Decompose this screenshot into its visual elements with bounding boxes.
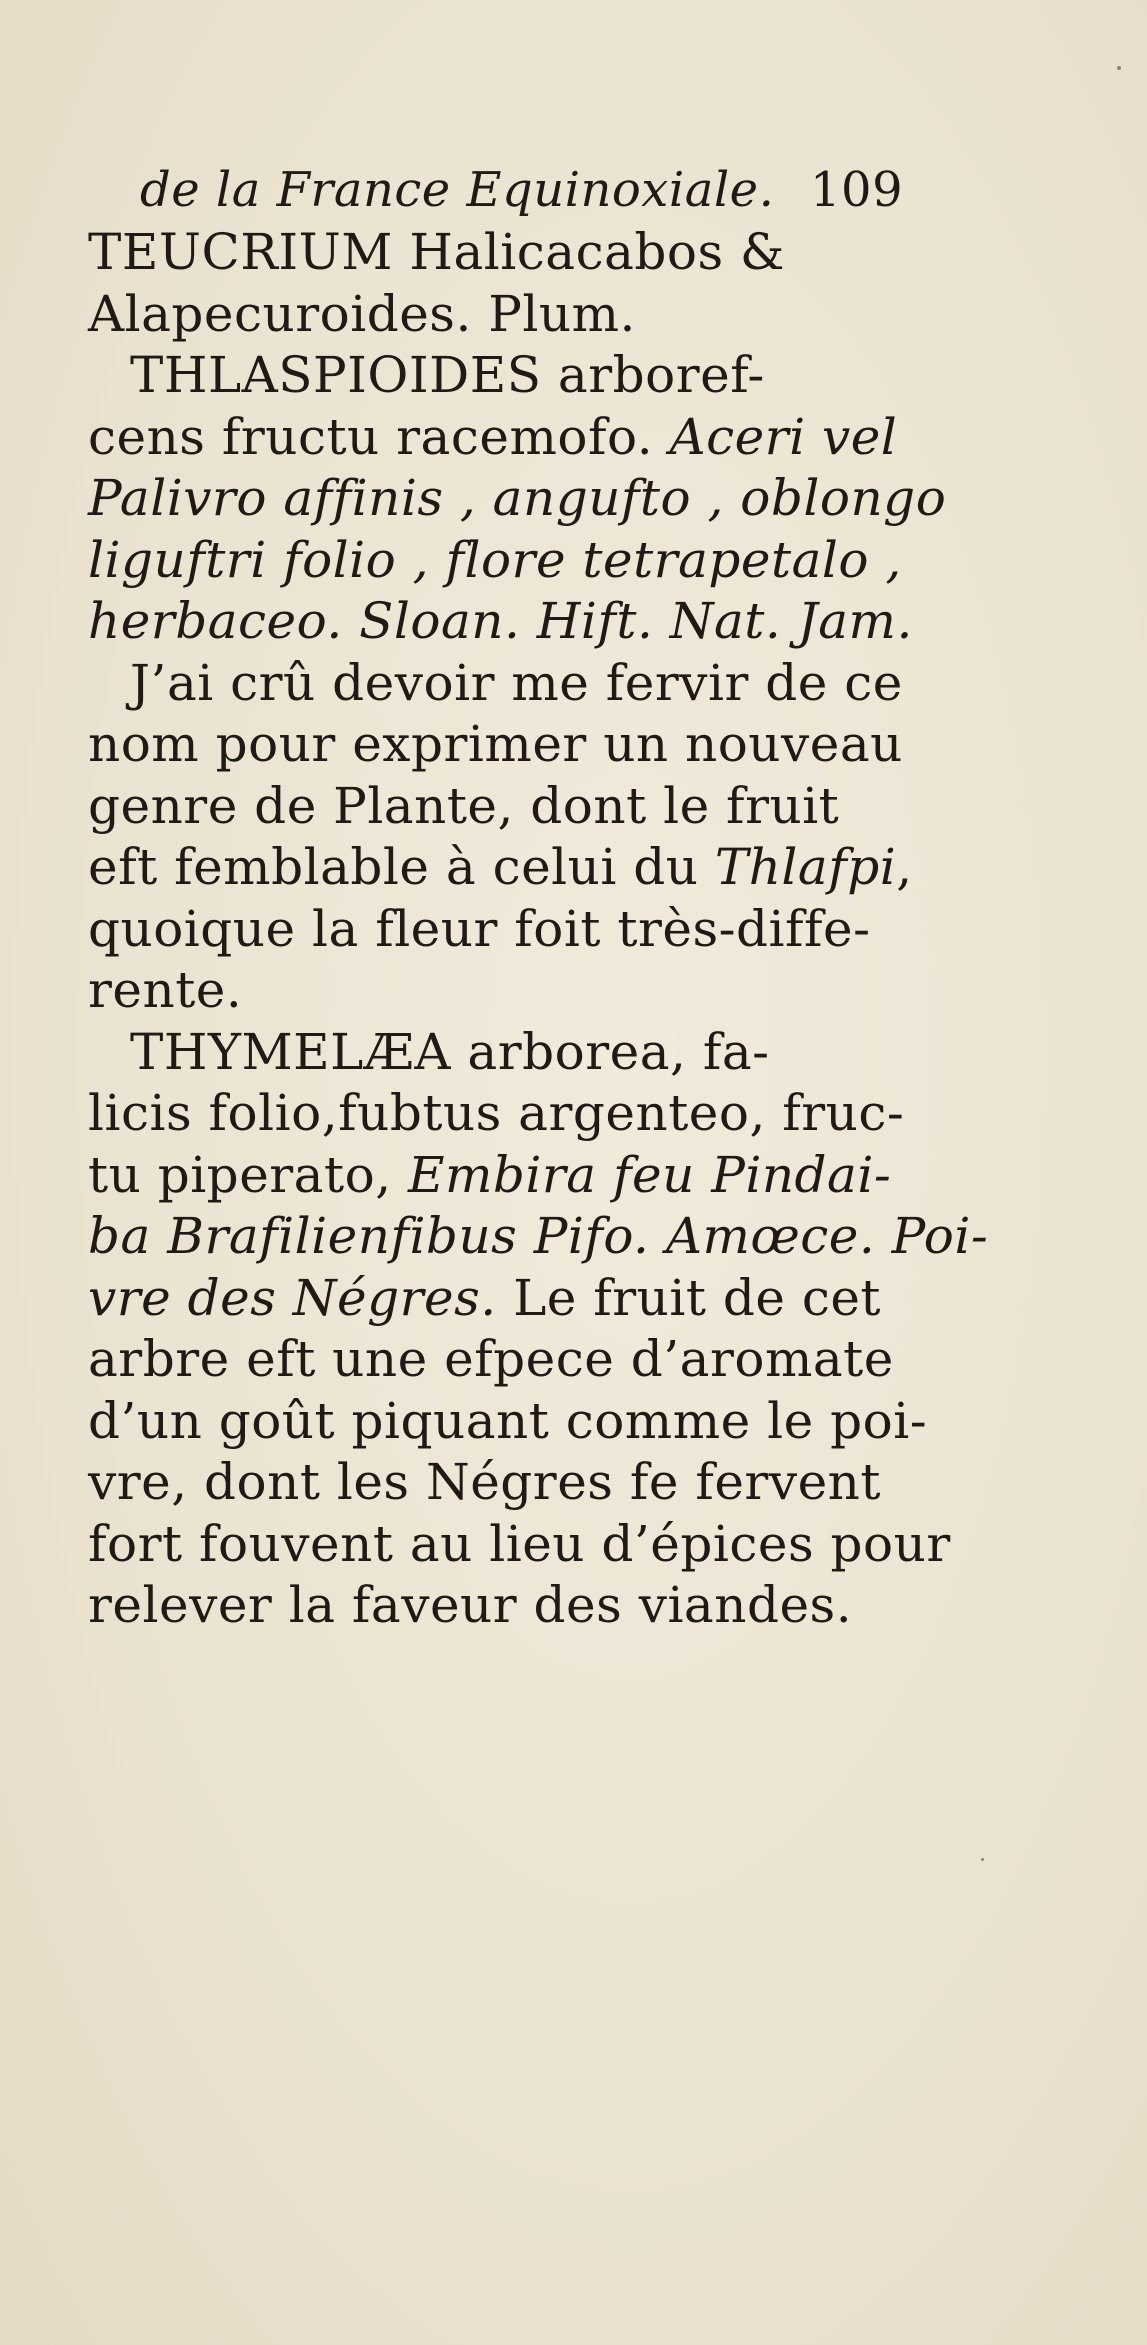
running-head	[140, 160, 904, 220]
text-segment: cens fructu racemofo.	[88, 407, 670, 466]
text-line	[88, 591, 913, 651]
text-segment: arbre eft une efpece d’aromate	[88, 1330, 894, 1388]
paper-speck	[981, 1858, 984, 1861]
text-line	[88, 1206, 988, 1266]
italic-segment: Palivro affinis , angufto , oblongo	[88, 469, 947, 527]
italic-segment: Aceri vel	[669, 407, 898, 466]
text-segment: fort fouvent au lieu d’épices pour	[88, 1514, 951, 1573]
text-segment: quoique la fleur foit très-diffe-	[88, 899, 871, 958]
text-line	[130, 345, 765, 405]
text-line	[88, 837, 913, 897]
page-number: 109	[810, 162, 904, 218]
text-line	[88, 714, 903, 774]
text-segment: vre, dont les Négres fe fervent	[88, 1453, 881, 1511]
text-line	[88, 284, 636, 344]
italic-segment: herbaceo. Sloan. Hift. Nat. Jam.	[88, 592, 913, 650]
text-line	[130, 1022, 770, 1082]
italic-segment: Embira feu Pindai-	[407, 1145, 892, 1204]
text-segment: tu piperato,	[88, 1145, 408, 1204]
text-line	[88, 1391, 927, 1451]
italic-segment: Thlafpi	[714, 838, 897, 896]
italic-segment: liguftri folio , flore tetrapetalo ,	[88, 530, 902, 589]
italic-segment: ba Brafilienfibus Pifo. Amœce. Poi-	[88, 1207, 989, 1265]
text-line	[88, 1452, 881, 1512]
text-segment: Le fruit de cet	[496, 1268, 882, 1327]
text-segment: THLASPIOIDES arboref-	[130, 346, 765, 404]
text-line	[88, 1083, 904, 1143]
italic-segment: vre des Négres.	[88, 1268, 497, 1327]
text-segment: ,	[896, 838, 913, 896]
text-segment: eft femblable à celui du	[88, 838, 715, 896]
running-head-title: de la France Equinoxiale.	[140, 162, 775, 218]
text-line	[130, 653, 903, 713]
text-segment: genre de Plante, dont le fruit	[88, 776, 840, 835]
text-line	[88, 1514, 951, 1574]
text-line	[88, 776, 839, 836]
text-segment: Alapecuroides. Plum.	[88, 284, 636, 343]
text-segment: THYMELÆA arborea, fa-	[130, 1022, 770, 1081]
text-line	[88, 530, 902, 590]
text-segment: licis folio,fubtus argenteo, fruc-	[88, 1084, 905, 1142]
text-line	[88, 1329, 894, 1389]
text-line	[88, 1268, 881, 1328]
text-segment: d’un goût piquant comme le poi-	[88, 1391, 928, 1450]
text-line	[88, 222, 785, 282]
text-segment: relever la faveur des viandes.	[88, 1576, 853, 1634]
text-line	[88, 960, 242, 1020]
text-line	[88, 1145, 891, 1205]
text-segment: J’ai crû devoir me fervir de ce	[130, 653, 903, 712]
text-line	[88, 468, 946, 528]
text-line	[88, 1575, 852, 1635]
paper-speck	[1117, 66, 1121, 70]
text-segment: nom pour exprimer un nouveau	[88, 715, 903, 773]
text-segment: TEUCRIUM Halicacabos &	[88, 223, 786, 281]
text-line	[88, 899, 871, 959]
text-segment: rente.	[88, 961, 243, 1019]
text-line	[88, 407, 897, 467]
